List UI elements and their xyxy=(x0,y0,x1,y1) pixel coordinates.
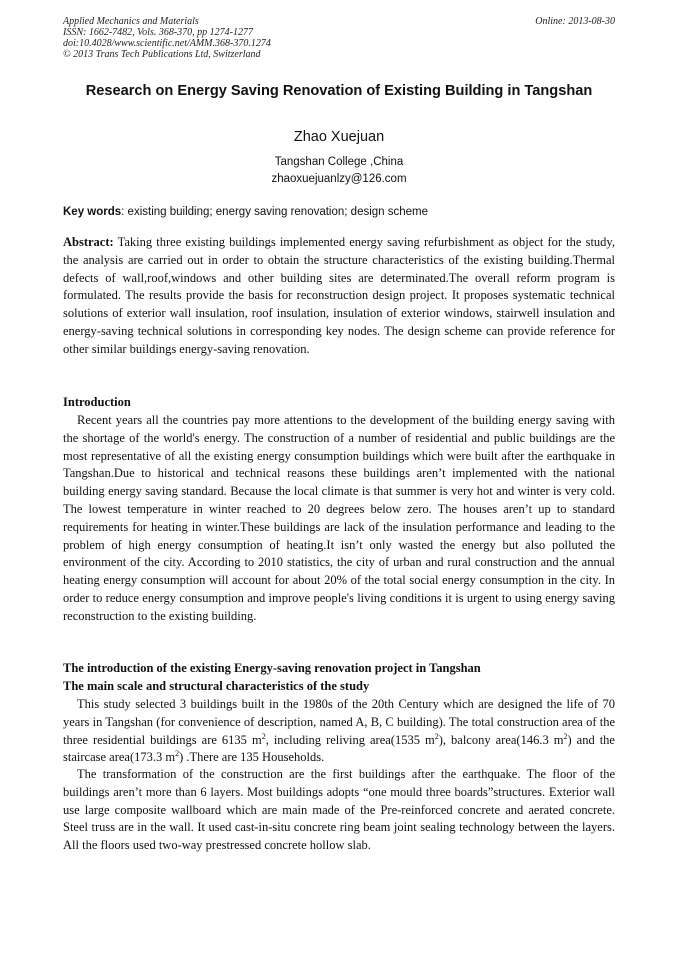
p1-part-a: This study selected 3 buildings built in the 1980s of the 20th Century which are designed the life of 70 years in Tangshan (for convenience of description, named A, B, C building). The total construction area of the three residential buildings are 6135 m xyxy=(63,697,615,747)
sup-3: 2 xyxy=(563,731,568,741)
abstract-label: Abstract: xyxy=(63,235,114,249)
introduction-text: Recent years all the countries pay more attentions to the development of the building energy saving with the shortage of the world's energy. The construction of a number of residential and public buildings are the most representative of all the existing energy consumption buildings which were built after the earthquake in Tangshan.Due to historical and technical reasons these buildings aren’t implemented with the national building energy saving standard. Because the local climate is that summer is very hot and winter is very cold. The lowest temperature in winter reached to 20 degrees below zero. The houses aren’t up to standard requirements for heating in winter.These buildings are lack of the insulation performance and leading to the problem of high energy consumption of heating.It isn’t only wasted the energy but also polluted the environment of the city. According to 2010 statistics, the city of urban and rural construction and the annual heating energy consumption will account for about 20% of the total social energy consumption in the city. In order to reduce energy consumption and improve people's living conditions it is urgent to using energy saving reconstruction to the existing building. xyxy=(63,413,615,623)
online-date: Online: 2013-08-30 xyxy=(535,16,615,27)
sup-1: 2 xyxy=(261,731,266,741)
keywords xyxy=(63,204,615,220)
copyright: © 2013 Trans Tech Publications Ltd, Switzerland xyxy=(63,49,261,60)
affiliation-block xyxy=(63,154,615,188)
sup-2: 2 xyxy=(434,731,439,741)
doi: doi:10.4028/www.scientific.net/AMM.368-370.1274 xyxy=(63,38,271,49)
p1-part-d: ) and the staircase area(173.3 m xyxy=(63,732,615,765)
section-paragraph-2: The transformation of the construction are the first buildings after the earthquake. The floor of the buildings aren’t more than 6 layers. Most buildings adopts “one mould three boards”structures. Exterior wall use large composite wallboard which are main made of the Pre-reinforced concrete and aerated concrete. Steel truss are in the wall. It used cast-in-situ concrete ring beam joint sealing technology between the layers. All the floors used two-way prestressed concrete hollow slab. xyxy=(63,767,615,853)
email: zhaoxuejuanlzy@126.com xyxy=(271,173,407,185)
section-paragraph-1 xyxy=(63,696,615,767)
abstract xyxy=(63,234,615,359)
issn: ISSN: 1662-7482, Vols. 368-370, pp 1274-1277 xyxy=(63,27,253,38)
keywords-label: Key words xyxy=(63,206,122,218)
author-name: Zhao Xuejuan xyxy=(293,129,385,145)
p1-part-e: ) .There are 135 Households. xyxy=(179,750,325,765)
journal-meta xyxy=(63,16,271,60)
keywords-text: : existing building; energy saving renovation; design scheme xyxy=(121,206,429,218)
introduction-heading: Introduction xyxy=(63,395,131,409)
abstract-text: Taking three existing buildings implemented energy saving refurbishment as object for the study, the analysis are carried out in order to obtain the structure characteristics of the existing building.Thermal defects of wall,roof,windows and other building sites are determinated.The overall reform program is formulated. The results provide the basis for reconstruction design project. It proposes systematic technical solutions of exterior wall insulation, roof insulation, insulation of exterior windows, stairwell insulation and energy-saving technical solutions in corresponding key nodes. The design scheme can provide reference for other similar buildings energy-saving renovation. xyxy=(63,235,615,356)
subsection-heading: The main scale and structural characteristics of the study xyxy=(63,679,370,693)
journal-name: Applied Mechanics and Materials xyxy=(63,16,199,27)
affiliation: Tangshan College ,China xyxy=(274,156,404,168)
p1-part-b: , including reliving area(1535 m xyxy=(265,732,435,747)
paper-title: Research on Energy Saving Renovation of Existing Building in Tangshan xyxy=(85,83,593,99)
sup-4: 2 xyxy=(175,749,180,759)
p1-part-c: ), balcony area(146.3 m xyxy=(438,732,564,747)
section-heading: The introduction of the existing Energy-saving renovation project in Tangshan xyxy=(63,661,481,675)
